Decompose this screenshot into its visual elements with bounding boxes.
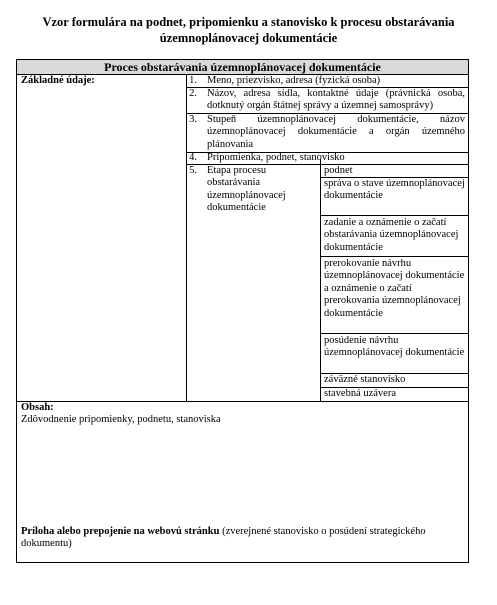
stage-option: posúdenie návrhu územnoplánovacej dokumentácie <box>324 335 465 359</box>
item-number: 4. <box>189 152 197 163</box>
item-number: 2. <box>189 88 197 99</box>
attachment-text: (zverejnené stanovisko o posúdení strategického dokumentu) <box>21 526 426 550</box>
item-number: 5. <box>189 165 197 176</box>
item-text: Etapa procesu obstarávania územnoplánovacej dokumentácie <box>207 165 286 214</box>
stage-option: záväzné stanovisko <box>324 374 406 385</box>
content-label: Obsah: <box>21 402 54 413</box>
section-divider <box>17 401 468 402</box>
item-text: Pripomienka, podnet, stanovisko <box>207 152 345 163</box>
form-table <box>16 59 469 563</box>
item-text: Meno, priezvisko, adresa (fyzická osoba) <box>207 75 381 86</box>
stage-option: stavebná uzávera <box>324 388 396 399</box>
item-text: Stupeň územnoplánovacej dokumentácie, názov územnoplánovacej dokumentácie a orgán územného plánovania <box>207 114 465 150</box>
stage-column-divider <box>320 159 321 401</box>
item-number: 1. <box>189 75 197 86</box>
form-title-line-2: územnoplánovacej dokumentácie <box>159 31 338 45</box>
content-text: Zdôvodnenie pripomienky, podnetu, stanoviska <box>21 414 221 425</box>
row-divider <box>320 333 468 334</box>
basic-info-label: Základné údaje: <box>21 75 95 86</box>
attachment-row <box>21 526 463 551</box>
stage-option: správa o stave územnoplánovacej dokumentácie <box>324 178 465 202</box>
form-title-line-1: Vzor formulára na podnet, pripomienku a stanovisko k procesu obstarávania <box>42 15 455 29</box>
section-header: Proces obstarávania územnoplánovacej dokumentácie <box>17 60 468 75</box>
item-text: Názov, adresa sídla, kontaktné údaje (právnická osoba, dotknutý orgán štátnej správy a územnej samosprávy) <box>207 88 465 112</box>
attachment-label: Príloha alebo prepojenie na webovú stránku <box>21 526 220 537</box>
stage-option: zadanie a oznámenie o začatí obstarávania územnoplánovacej dokumentácie <box>324 217 459 253</box>
item-number: 3. <box>189 114 197 125</box>
row-divider <box>320 215 468 216</box>
form-title <box>20 14 477 46</box>
stage-option: prerokovanie návrhu územnoplánovacej dokumentácie a oznámenie o začatí prerokovania územnoplánovacej dokumentácie <box>324 258 465 319</box>
row-divider <box>320 256 468 257</box>
stage-option: podnet <box>324 165 353 176</box>
